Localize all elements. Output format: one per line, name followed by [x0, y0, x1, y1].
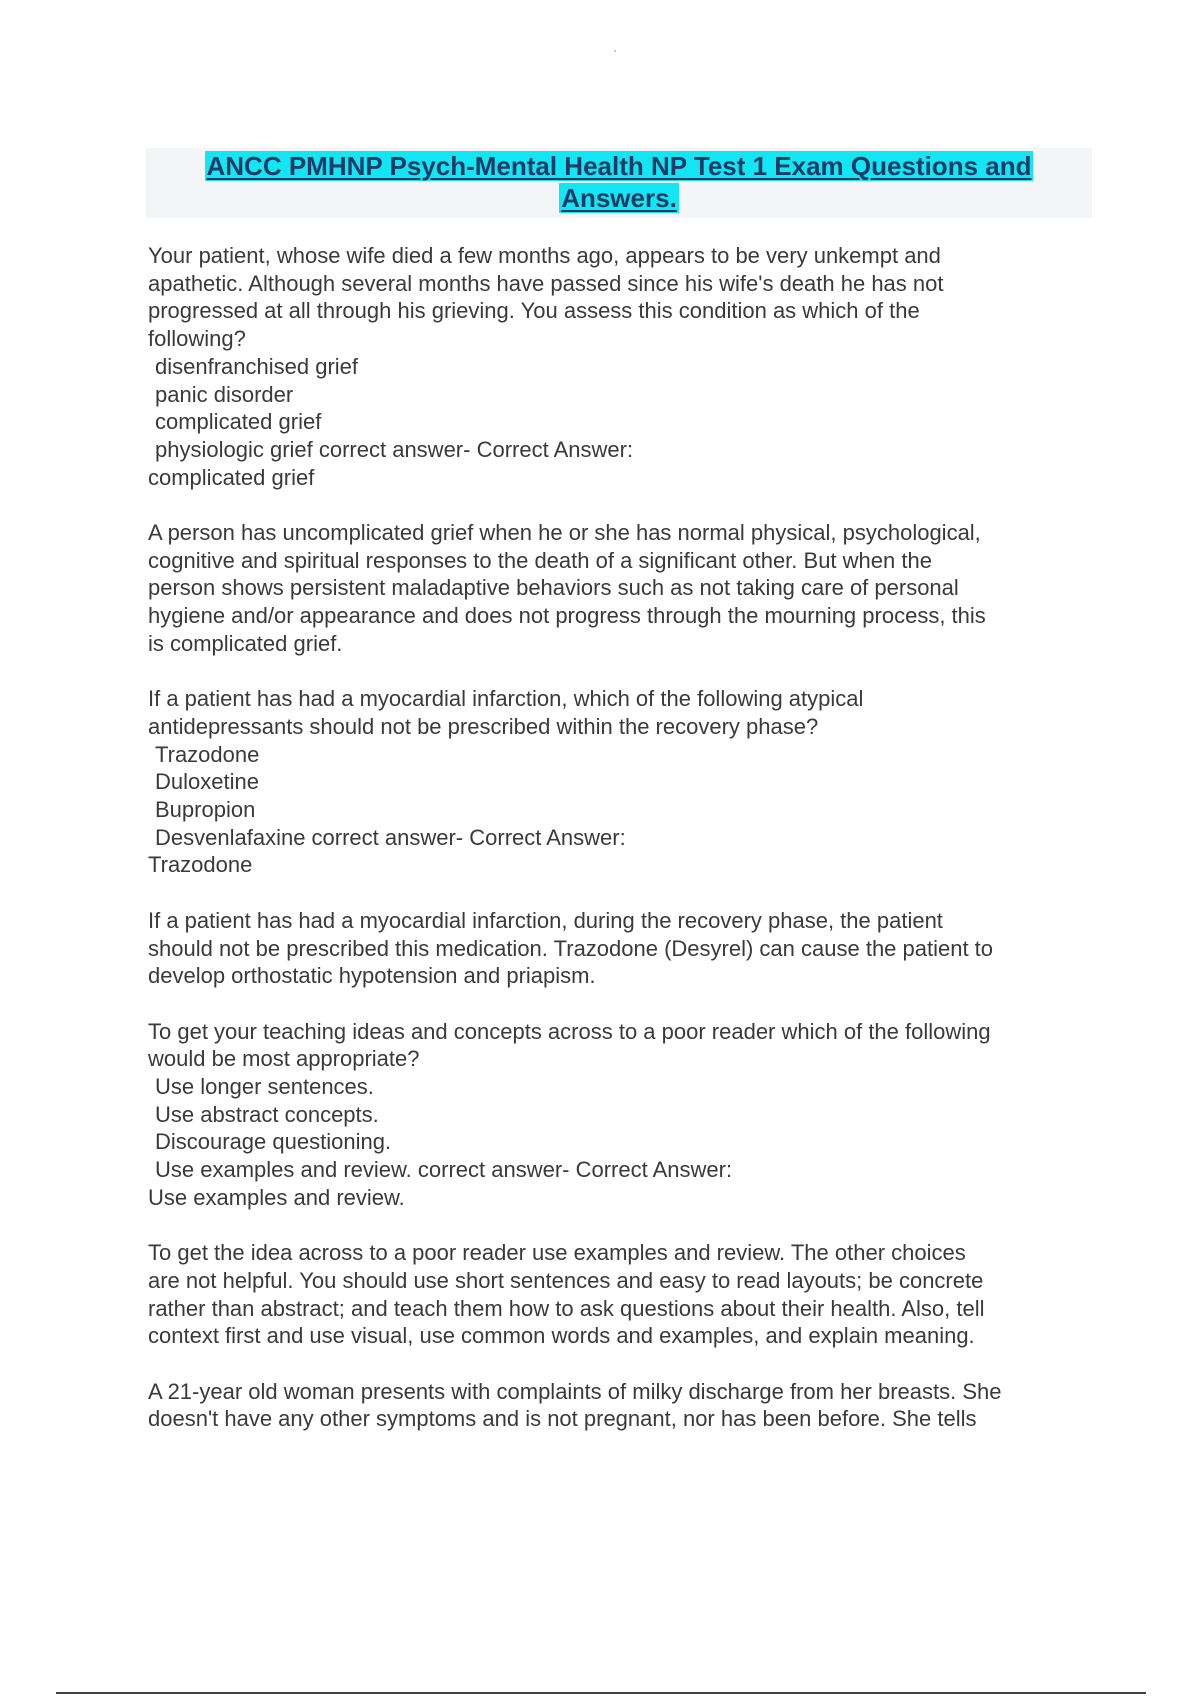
title-line-1: ANCC PMHNP Psych-Mental Health NP Test 1 Exam Questions and	[206, 151, 1032, 181]
answer-option: Trazodone	[155, 741, 260, 767]
question-text-line: following?	[148, 326, 246, 352]
answer-option: physiologic grief correct answer- Correct Answer:	[155, 436, 634, 462]
explanation-line: cognitive and spiritual responses to the death of a significant other. But when the	[148, 547, 932, 573]
explanation-line: person shows persistent maladaptive behaviors such as not taking care of personal	[148, 575, 959, 601]
explanation-2	[148, 907, 1088, 990]
document-body	[148, 242, 1088, 1461]
explanation-1	[148, 519, 1088, 658]
question-text-line: If a patient has had a myocardial infarction, which of the following atypical	[148, 686, 864, 712]
question-text-line: progressed at all through his grieving. You assess this condition as which of the	[148, 298, 920, 324]
question-text-line: doesn't have any other symptoms and is not pregnant, nor has been before. She tells	[148, 1406, 977, 1432]
question-1	[148, 242, 1088, 491]
question-4	[148, 1378, 1088, 1433]
explanation-line: should not be prescribed this medication. Trazodone (Desyrel) can cause the patient to	[148, 935, 994, 961]
correct-answer: Use examples and review.	[148, 1184, 405, 1210]
question-2	[148, 685, 1088, 879]
explanation-line: develop orthostatic hypotension and priapism.	[148, 963, 596, 989]
document-title	[146, 148, 1092, 218]
explanation-line: context first and use visual, use common words and examples, and explain meaning.	[148, 1323, 975, 1349]
footer-rule	[56, 1692, 1146, 1694]
answer-option: Use examples and review. correct answer- Correct Answer:	[155, 1157, 733, 1183]
title-line-2: Answers.	[561, 183, 677, 213]
answer-option: Desvenlafaxine correct answer- Correct Answer:	[155, 824, 626, 850]
question-text-line: To get your teaching ideas and concepts across to a poor reader which of the following	[148, 1018, 991, 1044]
answer-option: panic disorder	[155, 381, 294, 407]
explanation-line: To get the idea across to a poor reader use examples and review. The other choices	[148, 1240, 966, 1266]
correct-answer: complicated grief	[148, 464, 315, 490]
question-text-line: would be most appropriate?	[148, 1046, 420, 1072]
answer-option: Duloxetine	[155, 769, 259, 795]
explanation-3	[148, 1239, 1088, 1350]
answer-option: complicated grief	[155, 409, 322, 435]
answer-option: Discourage questioning.	[155, 1129, 392, 1155]
page-speck	[614, 50, 616, 52]
question-text-line: A 21-year old woman presents with complaints of milky discharge from her breasts. She	[148, 1378, 1002, 1404]
explanation-line: hygiene and/or appearance and does not progress through the mourning process, this	[148, 603, 986, 629]
explanation-line: rather than abstract; and teach them how to ask questions about their health. Also, tell	[148, 1295, 985, 1321]
answer-option: Use abstract concepts.	[155, 1101, 379, 1127]
correct-answer: Trazodone	[148, 852, 253, 878]
answer-option: Bupropion	[155, 797, 256, 823]
question-text-line: antidepressants should not be prescribed within the recovery phase?	[148, 713, 819, 739]
answer-option: Use longer sentences.	[155, 1074, 374, 1100]
question-3	[148, 1018, 1088, 1212]
answer-option: disenfranchised grief	[155, 353, 359, 379]
question-text-line: apathetic. Although several months have passed since his wife's death he has not	[148, 270, 944, 296]
explanation-line: is complicated grief.	[148, 630, 343, 656]
explanation-line: are not helpful. You should use short sentences and easy to read layouts; be concrete	[148, 1267, 984, 1293]
explanation-line: A person has uncomplicated grief when he or she has normal physical, psychological,	[148, 520, 981, 546]
question-text-line: Your patient, whose wife died a few months ago, appears to be very unkempt and	[148, 243, 941, 268]
explanation-line: If a patient has had a myocardial infarction, during the recovery phase, the patient	[148, 907, 943, 933]
